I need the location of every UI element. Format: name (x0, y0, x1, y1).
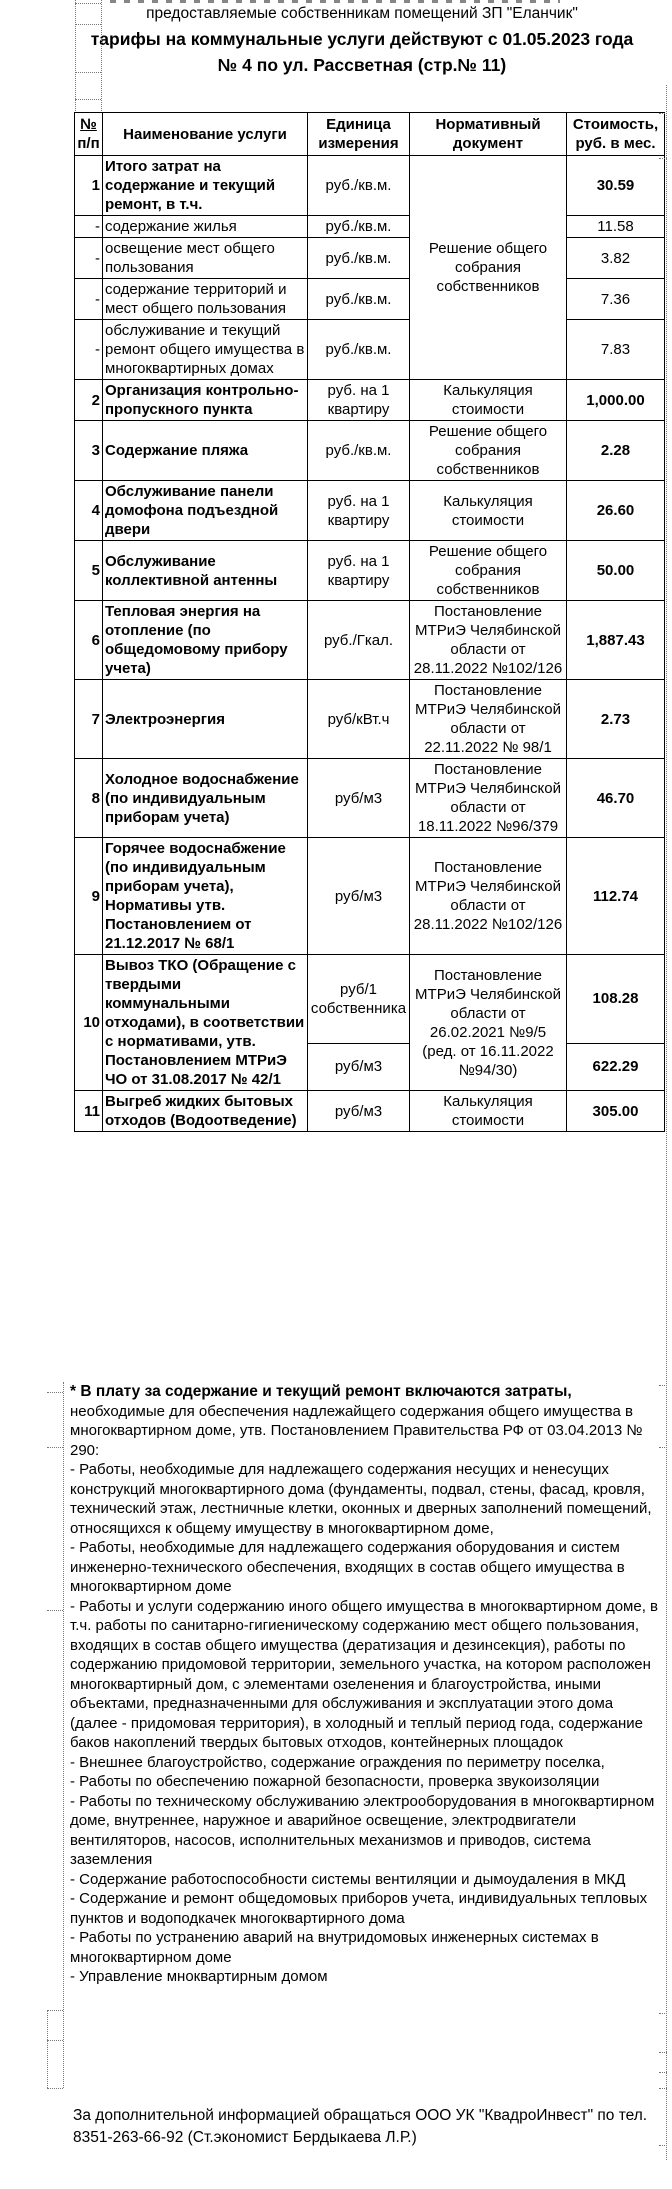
print-gridline-notes-v (63, 1382, 64, 2088)
table-header-row (75, 113, 665, 156)
page-break-tick (659, 113, 667, 114)
cost-cell: 1,000.00 (567, 380, 665, 421)
page-break-tick (659, 1447, 667, 1448)
cost-cell: 26.60 (567, 481, 665, 541)
unit-cell: руб/кВт.ч (308, 680, 410, 759)
unit-cell: руб./кв.м. (308, 156, 410, 216)
cost-cell: 7.83 (567, 320, 665, 380)
note-item: - Работы по обеспечению пожарной безопасности, проверка звукоизоляции (70, 1773, 600, 1790)
print-gridline-notes-h (47, 1610, 63, 1611)
service-name-cell: Итого затрат на содержание и текущий ремонт, в т.ч. (103, 156, 308, 216)
table-row (75, 541, 665, 601)
header-unit: Единица измерения (308, 113, 410, 156)
header-cost: Стоимость, руб. в мес. (567, 113, 665, 156)
unit-cell: руб./кв.м. (308, 279, 410, 320)
print-gridline-left-h (75, 3, 101, 4)
table-row (75, 320, 665, 380)
cost-cell: 2.73 (567, 680, 665, 759)
cost-cell: 2.28 (567, 421, 665, 481)
page-break-line-right (666, 85, 667, 2160)
unit-cell: руб./кв.м. (308, 216, 410, 238)
print-gridline-notes-h (47, 2010, 63, 2011)
table-row (75, 680, 665, 759)
row-number-cell: 6 (75, 601, 103, 680)
service-name-cell: освещение мест общего пользования (103, 238, 308, 279)
unit-cell: руб/м3 (308, 759, 410, 838)
row-number-cell: - (75, 238, 103, 279)
document-cell: Решение общего собрания собственников (410, 421, 567, 481)
note-item: - Внешнее благоустройство, содержание ограждения по периметру поселка, (70, 1753, 605, 1771)
service-name-cell: Электроэнергия (103, 680, 308, 759)
header-service-name: Наименование услуги (103, 113, 308, 156)
print-gridline-left-v1 (75, 0, 76, 111)
cost-cell: 30.59 (567, 156, 665, 216)
row-number-cell: 7 (75, 680, 103, 759)
page-break-tick (659, 2145, 667, 2146)
print-gridline-notes-h (47, 2040, 63, 2041)
unit-cell: руб./Гкал. (308, 601, 410, 680)
service-name-cell: содержание территорий и мест общего пользования (103, 279, 308, 320)
print-gridline-left-h (75, 72, 101, 73)
row-number-cell: 11 (75, 1091, 103, 1132)
print-gridline-notes-v2 (47, 2010, 48, 2088)
print-gridline-notes-h (47, 1447, 63, 1448)
note-item: - Содержание и ремонт общедомовых приборов учета, индивидуальных тепловых пунктов и водоподкачек многоквартирного дома (70, 1890, 648, 1927)
service-name-cell: Обслуживание коллективной антенны (103, 541, 308, 601)
cost-cell: 1,887.43 (567, 601, 665, 680)
document-cell: Калькуляция стоимости (410, 481, 567, 541)
document-cell: Постановление МТРиЭ Челябинской области от 18.11.2022 №96/379 (410, 759, 567, 838)
service-name-cell: Выгреб жидких бытовых отходов (Водоотведение) (103, 1091, 308, 1132)
document-cell: Калькуляция стоимости (410, 380, 567, 421)
cropped-text-sliver (110, 0, 560, 3)
table-row (75, 601, 665, 680)
tariff-table (74, 112, 665, 1132)
header-document: Нормативный документ (410, 113, 567, 156)
unit-cell: руб. на 1 квартиру (308, 541, 410, 601)
contact-info: За дополнительной информацией обращаться ООО УК "КвадроИнвест" по тел. 8351-263-66-92 (Ст.экономист Бердыкаева Л.Р.) (73, 2107, 648, 2146)
table-row (75, 238, 665, 279)
table-row (75, 156, 665, 216)
service-name-cell: Содержание пляжа (103, 421, 308, 481)
document-header (62, 4, 662, 77)
service-name-cell: Обслуживание панели домофона подъездной двери (103, 481, 308, 541)
print-gridline-notes-h (47, 2088, 63, 2089)
note-item: - Работы, необходимые для надлежащего содержания оборудования и систем инженерно-технического обеспечения, входящих в состав общего имущества в многоквартирном доме (70, 1539, 625, 1595)
note-item: - Работы по устранению аварий на внутридомовых инженерных системах в многоквартирном доме (70, 1929, 599, 1966)
row-number-cell: 5 (75, 541, 103, 601)
service-name-cell: Горячее водоснабжение (по индивидуальным приборам учета), Нормативы утв. Постановлением от 21.12.2017 № 68/1 (103, 838, 308, 955)
document-cell: Решение общего собрания собственников (410, 541, 567, 601)
note-intro: * В плату за содержание и текущий ремонт включаются затраты, необходимые для обеспечения надлежайщего содержания общего имущества в многоквартирном доме, утв. Постановлением Правительства РФ от 03.04.2013 № 290: (70, 1383, 643, 1459)
cost-cell: 50.00 (567, 541, 665, 601)
cost-cell: 3.82 (567, 238, 665, 279)
row-number-cell: 3 (75, 421, 103, 481)
unit-cell: руб/м3 (308, 1043, 410, 1091)
page-break-tick (659, 2052, 667, 2053)
row-number-cell: - (75, 216, 103, 238)
table-row (75, 955, 665, 1044)
note-item: - Работы и услуги содержанию иного общего имущества в многоквартирном доме, в т.ч. работы по санитарно-гигиеническому содержанию мест общего пользования, входящих в состав общего имущества (дератизация и дезинсекция), работы по содержанию придомовой территории, земельного участка, на котором расположен многоквартирный дом, с элементами озеленения и благоустройства, иными объектами, предназначенными для обслуживания и эксплуатации этого дома (далее - придомовая территория), в холодный и теплый период года, содержание баков накоплений твердых бытовых отходов, контейнерных площадок (70, 1597, 658, 1751)
table-row (75, 838, 665, 955)
notes-section (70, 1382, 664, 1987)
cost-cell: 112.74 (567, 838, 665, 955)
table-row (75, 481, 665, 541)
cost-cell: 46.70 (567, 759, 665, 838)
document-cell: Постановление МТРиЭ Челябинской области от 28.11.2022 №102/126 (410, 838, 567, 955)
row-number-cell: - (75, 279, 103, 320)
print-gridline-left-v2 (101, 0, 102, 111)
page-break-tick (659, 2072, 667, 2073)
page-break-tick (659, 2088, 667, 2089)
unit-cell: руб/м3 (308, 838, 410, 955)
document-cell: Постановление МТРиЭ Челябинской области от 28.11.2022 №102/126 (410, 601, 567, 680)
page-break-tick (659, 2013, 667, 2014)
unit-cell: руб./кв.м. (308, 320, 410, 380)
note-item: - Управление мноквартирным домом (70, 1968, 328, 1985)
document-cell: Решение общего собрания собственников (410, 156, 567, 380)
header-num: № п/п (75, 113, 103, 156)
table-row (75, 216, 665, 238)
page-title: тарифы на коммунальные услуги действуют с 01.05.2023 года (90, 29, 634, 49)
cost-cell: 11.58 (567, 216, 665, 238)
row-number-cell: - (75, 320, 103, 380)
print-gridline-left-h (75, 99, 101, 100)
row-number-cell: 1 (75, 156, 103, 216)
unit-cell: руб. на 1 квартиру (308, 380, 410, 421)
cost-cell: 108.28 (567, 955, 665, 1044)
note-item: - Работы, необходимые для надлежащего содержания несущих и ненесущих конструкций многоквартирного дома (фундаменты, подвал, стены, фасад, кровля, технический этаж, лестничные клетки, оконных и дверных заполнений помещений, относящихся к общему имуществу в многоквартирном доме, (70, 1461, 652, 1537)
table-row (75, 1091, 665, 1132)
note-item: - Работы по техническому обслуживанию электрооборудования в многоквартирном доме, внутреннее, наружное и аварийное освещение, электродвигатели вентиляторов, насосов, исполнительных механизмов и приводов, система заземления (70, 1792, 655, 1868)
row-number-cell: 10 (75, 955, 103, 1091)
document-cell: Постановление МТРиЭ Челябинской области от 22.11.2022 № 98/1 (410, 680, 567, 759)
row-number-cell: 8 (75, 759, 103, 838)
print-gridline-left-h (75, 24, 101, 25)
unit-cell: руб./кв.м. (308, 238, 410, 279)
note-item: - Содержание работоспособности системы вентиляции и дымоудаления в МКД (70, 1870, 626, 1888)
title-address-line: № 4 по ул. Рассветная (стр.№ 11) (217, 55, 507, 75)
service-name-cell: Тепловая энергия на отопление (по общедомовому прибору учета) (103, 601, 308, 680)
row-number-cell: 4 (75, 481, 103, 541)
page-break-tick (659, 158, 667, 159)
unit-cell: руб/1 собственника (308, 955, 410, 1044)
unit-cell: руб. на 1 квартиру (308, 481, 410, 541)
service-name-cell: Организация контрольно-пропускного пункта (103, 380, 308, 421)
service-name-cell: Вывоз ТКО (Обращение с твердыми коммунальными отходами), в соответствии с нормативами, утв. Постановлением МТРиЭ ЧО от 31.08.2017 № 42/1 (103, 955, 308, 1091)
row-number-cell: 9 (75, 838, 103, 955)
service-name-cell: содержание жилья (103, 216, 308, 238)
table-row (75, 421, 665, 481)
unit-cell: руб/м3 (308, 1091, 410, 1132)
cost-cell: 7.36 (567, 279, 665, 320)
unit-cell: руб./кв.м. (308, 421, 410, 481)
document-cell: Постановление МТРиЭ Челябинской области от 26.02.2021 №9/5 (ред. от 16.11.2022 №94/30) (410, 955, 567, 1091)
table-row (75, 759, 665, 838)
page-break-tick (659, 1385, 667, 1386)
print-gridline-notes-h (47, 1392, 63, 1393)
row-number-cell: 2 (75, 380, 103, 421)
table-row (75, 380, 665, 421)
table-row (75, 279, 665, 320)
service-name-cell: Холодное водоснабжение (по индивидуальным приборам учета) (103, 759, 308, 838)
cost-cell: 622.29 (567, 1043, 665, 1091)
document-cell: Калькуляция стоимости (410, 1091, 567, 1132)
title-owners-line: предоставляемые собственникам помещений ЗП "Еланчик" (146, 5, 578, 22)
service-name-cell: обслуживание и текущий ремонт общего имущества в многоквартирных домах (103, 320, 308, 380)
cost-cell: 305.00 (567, 1091, 665, 1132)
